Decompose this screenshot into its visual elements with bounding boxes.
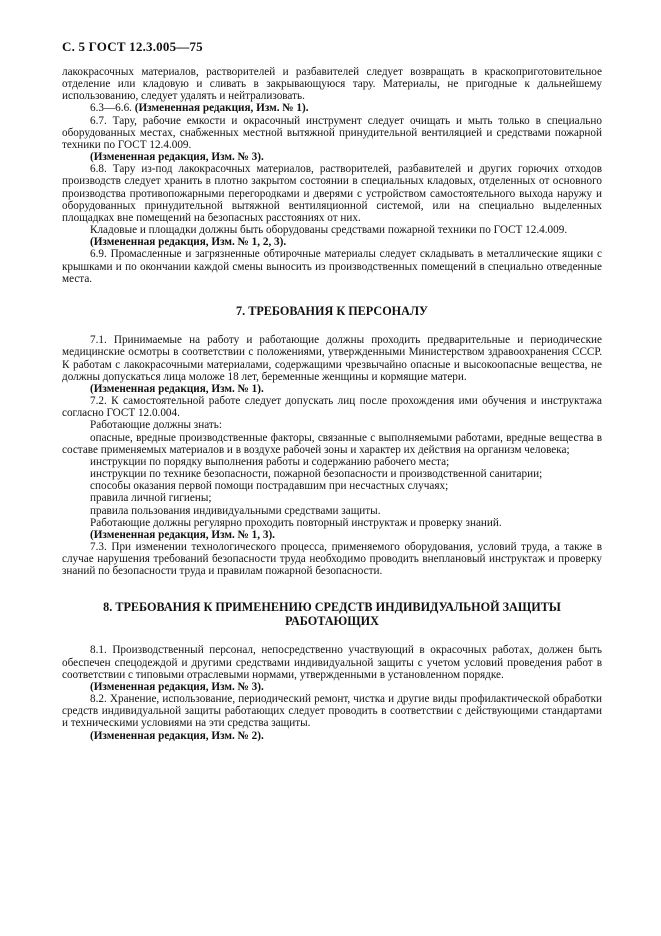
section-8-body (62, 644, 602, 741)
paragraph: Работающие должны регулярно проходить повторный инструктаж и проверку знаний. (90, 516, 502, 529)
document-body (62, 66, 602, 742)
paragraph: 7.2. К самостоятельной работе следует допускать лиц после прохождения ими обучения и инструктажа согласно ГОСТ 12.0.004. (62, 395, 602, 420)
paragraph: Кладовые и площадки должны быть оборудованы средствами пожарной техники по ГОСТ 12.4.009. (90, 224, 568, 237)
edition-note: (Измененная редакция, Изм. № 3). (90, 151, 264, 164)
paragraph: 7.1. Принимаемые на работу и работающие должны проходить предварительные и периодические медицинские осмотры в соответствии с положениями, утвержденными Министерством здравоохранения СССР. К работам с лакокрасочными материалами, содержащими чрезвычайно опасные и высокоопасные вещества, не должны допускаться лица моложе 18 лет, беременные женщины и кормящие матери. (62, 334, 602, 383)
paragraph (62, 102, 602, 114)
edition-note: (Измененная редакция, Изм. № 1, 2, 3). (90, 236, 287, 249)
edition-note: (Измененная редакция, Изм. № 3). (90, 680, 264, 693)
paragraph: опасные, вредные производственные факторы, связанные с выполняемыми работами, вредные вещества в составе применяемых материалов и в воздухе рабочей зоны и характер их действия на организм человека; (62, 431, 602, 456)
paragraph-prefix: 6.3—6.6. (90, 102, 135, 115)
section-8-title (62, 601, 602, 628)
paragraph: 6.9. Промасленные и загрязненные обтирочные материалы следует складывать в металлические ящики с крышками и по окончании каждой смены выносить из производственных помещений в специально отведенные места. (62, 248, 602, 285)
edition-note: (Измененная редакция, Изм. № 1). (134, 102, 309, 115)
section-7-body (62, 334, 602, 577)
paragraph: правила пользования индивидуальными средствами защиты. (90, 504, 381, 517)
paragraph: 8.1. Производственный персонал, непосредственно участвующий в окрасочных работах, должен быть обеспечен спецодеждой и другими средствами индивидуальной защиты с учетом условий проведения работ в соответствии с типовыми отраслевыми нормами, утвержденными в установленном порядке. (62, 644, 602, 681)
page-header: С. 5 ГОСТ 12.3.005—75 (62, 39, 203, 54)
paragraph: инструкции по порядку выполнения работы и содержанию рабочего места; (90, 455, 450, 468)
section-8-title-line2: РАБОТАЮЩИХ (285, 613, 379, 628)
section-6-continuation (62, 66, 602, 285)
paragraph: 7.3. При изменении технологического процесса, применяемого оборудования, условий труда, а также в случае нарушения требований безопасности труда необходимо проводить внеплановый инструктаж и проверку знаний по безопасности труда и правилам пожарной безопасности. (62, 540, 602, 578)
paragraph: 8.2. Хранение, использование, периодический ремонт, чистка и другие виды профилактической обработки средств индивидуальной защиты работающих следует проводить в соответствии с действующими стандартами и техническими условиями на эти средства защиты. (62, 693, 602, 730)
edition-note: (Измененная редакция, Изм. № 2). (90, 729, 264, 742)
section-8-title-line1: 8. ТРЕБОВАНИЯ К ПРИМЕНЕНИЮ СРЕДСТВ ИНДИВИДУАЛЬНОЙ ЗАЩИТЫ (103, 600, 561, 615)
paragraph: инструкции по технике безопасности, пожарной безопасности и производственной санитарии; (90, 468, 543, 481)
section-7-title: 7. ТРЕБОВАНИЯ К ПЕРСОНАЛУ (236, 303, 428, 318)
paragraph: способы оказания первой помощи пострадавшим при несчастных случаях; (90, 480, 449, 493)
paragraph: лакокрасочных материалов, растворителей и разбавителей следует возвращать в краскоприготовительное отделение или кладовую и сливать в закрывающуюся тару. Материалы, не пригодные к дальнейшему использованию, следует удалять и нейтрализовать. (62, 66, 602, 103)
edition-note: (Измененная редакция, Изм. № 1, 3). (90, 528, 275, 541)
edition-note: (Измененная редакция, Изм. № 1). (90, 382, 264, 395)
paragraph: 6.7. Тару, рабочие емкости и окрасочный инструмент следует очищать и мыть только в специально оборудованных местах, снабженных местной вытяжной принудительной вентиляцией и средствами пожарной техники по ГОСТ 12.4.009. (62, 114, 602, 151)
paragraph: Работающие должны знать: (90, 419, 222, 432)
paragraph: 6.8. Тару из-под лакокрасочных материалов, растворителей, разбавителей и других горючих отходов производств следует хранить в плотно закрытом состоянии в специальных кладовых, отделенных от основного производства противопожарными перегородками и дверями с устройством самостоятельного выхода наружу и оборудованных принудительной вытяжной вентиляционной системой, или на специально выделенных площадках вне помещений на безопасных расстояниях от них. (62, 163, 602, 224)
paragraph: правила личной гигиены; (90, 492, 212, 505)
